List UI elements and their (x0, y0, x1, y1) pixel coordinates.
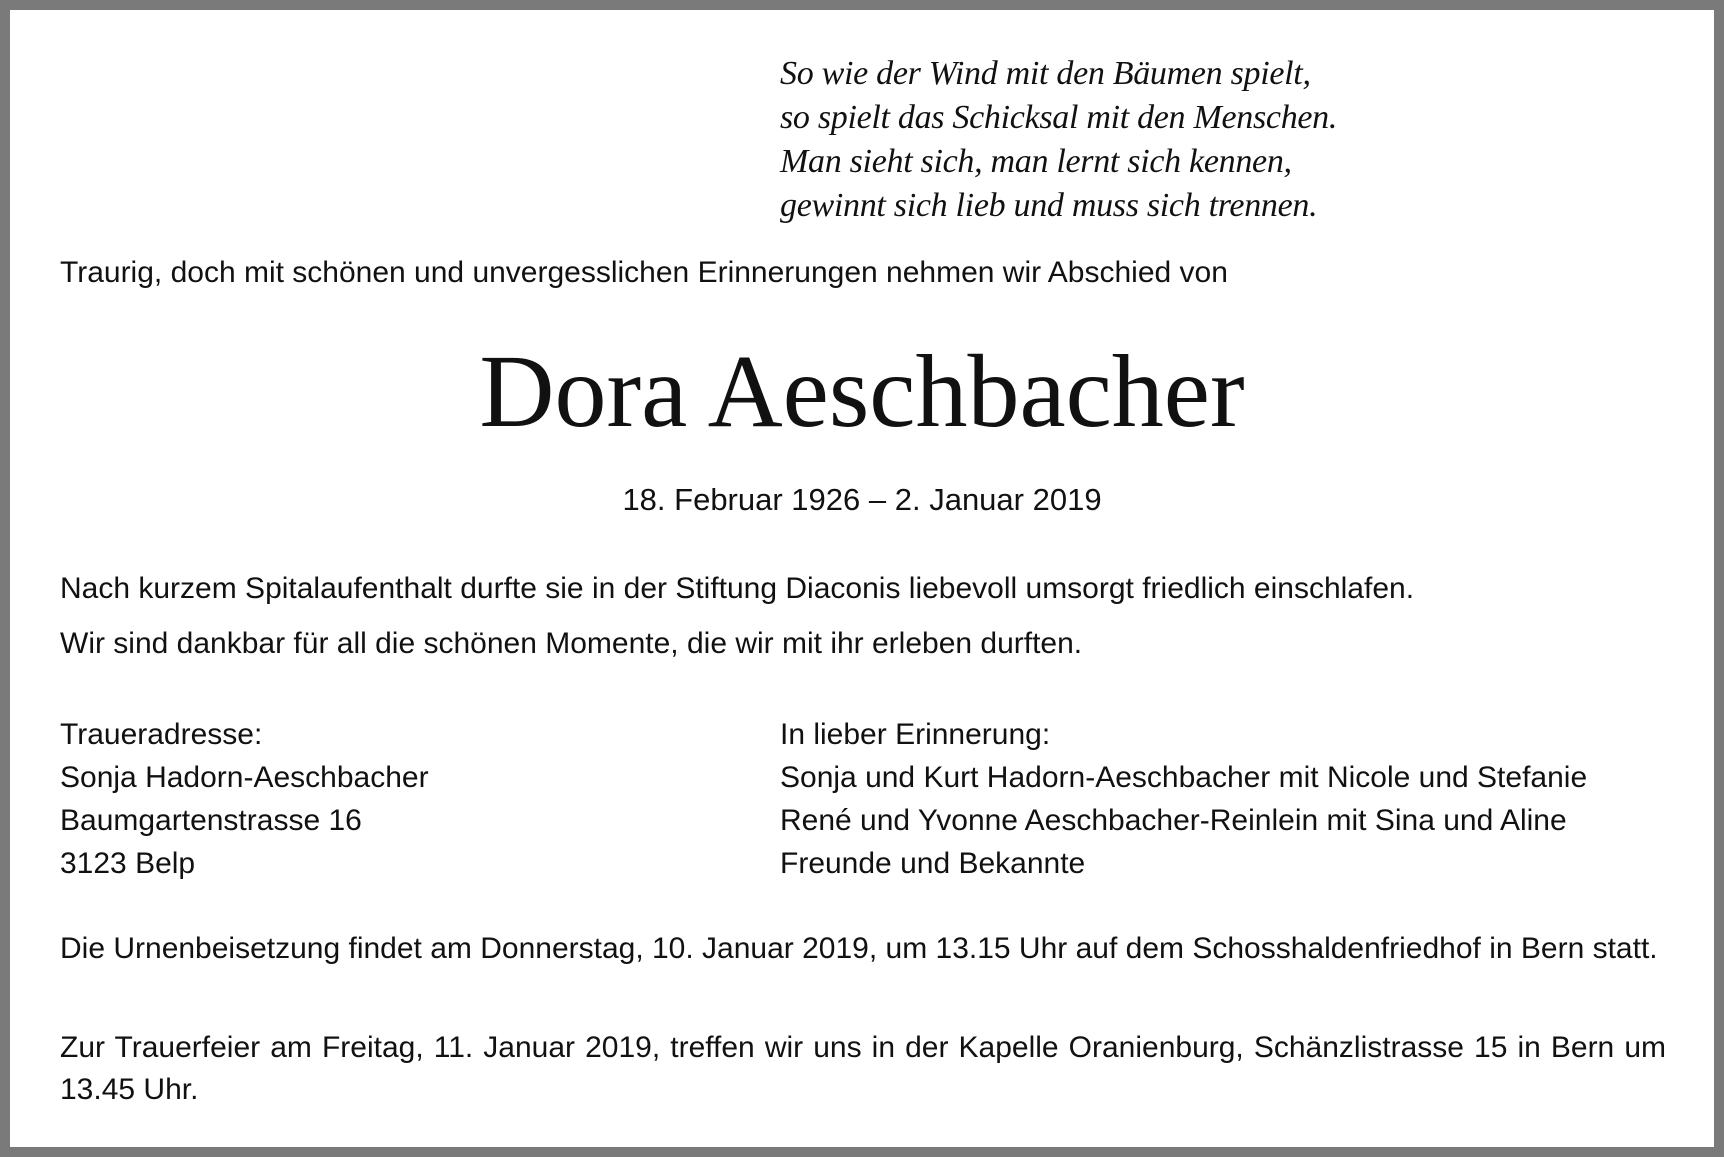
obituary-notice (10, 10, 1714, 1147)
poem-line: So wie der Wind mit den Bäumen spielt, (780, 55, 1311, 92)
memory-heading: In lieber Erinnerung: (780, 718, 1051, 751)
in-memory-list (780, 713, 1587, 885)
message-line: Wir sind dankbar für all die schönen Momente, die wir mit ihr erleben durften. (60, 627, 1083, 660)
ceremony-info: Zur Trauerfeier am Freitag, 11. Januar 2019, treffen wir uns in der Kapelle Oranienburg, Schänzlistrasse 15 in Bern um 13.45 Uhr. (60, 1031, 1666, 1106)
memory-line: René und Yvonne Aeschbacher-Reinlein mit Sina und Aline (780, 804, 1567, 837)
message-line: Nach kurzem Spitalaufenthalt durfte sie in der Stiftung Diaconis liebevoll umsorgt friedlich einschlafen. (60, 572, 1415, 605)
poem (780, 52, 1337, 228)
poem-line: Man sieht sich, man lernt sich kennen, (780, 143, 1292, 180)
mourning-address (60, 713, 429, 885)
address-heading: Traueradresse: (60, 718, 263, 751)
life-dates: 18. Februar 1926 – 2. Januar 2019 (622, 482, 1102, 517)
memory-line: Freunde und Bekannte (780, 847, 1086, 880)
poem-line: gewinnt sich lieb und muss sich trennen. (780, 187, 1318, 224)
address-line: 3123 Belp (60, 847, 196, 880)
intro-text: Traurig, doch mit schönen und unvergesslichen Erinnerungen nehmen wir Abschied von (60, 256, 1228, 289)
deceased-name: Dora Aeschbacher (479, 334, 1245, 449)
address-line: Sonja Hadorn-Aeschbacher (60, 761, 429, 794)
poem-line: so spielt das Schicksal mit den Menschen. (780, 99, 1338, 136)
address-line: Baumgartenstrasse 16 (60, 804, 362, 837)
memory-line: Sonja und Kurt Hadorn-Aeschbacher mit Nicole und Stefanie (780, 761, 1588, 794)
burial-info: Die Urnenbeisetzung findet am Donnerstag, 10. Januar 2019, um 13.15 Uhr auf dem Schosshaldenfriedhof in Bern statt. (60, 932, 1658, 965)
